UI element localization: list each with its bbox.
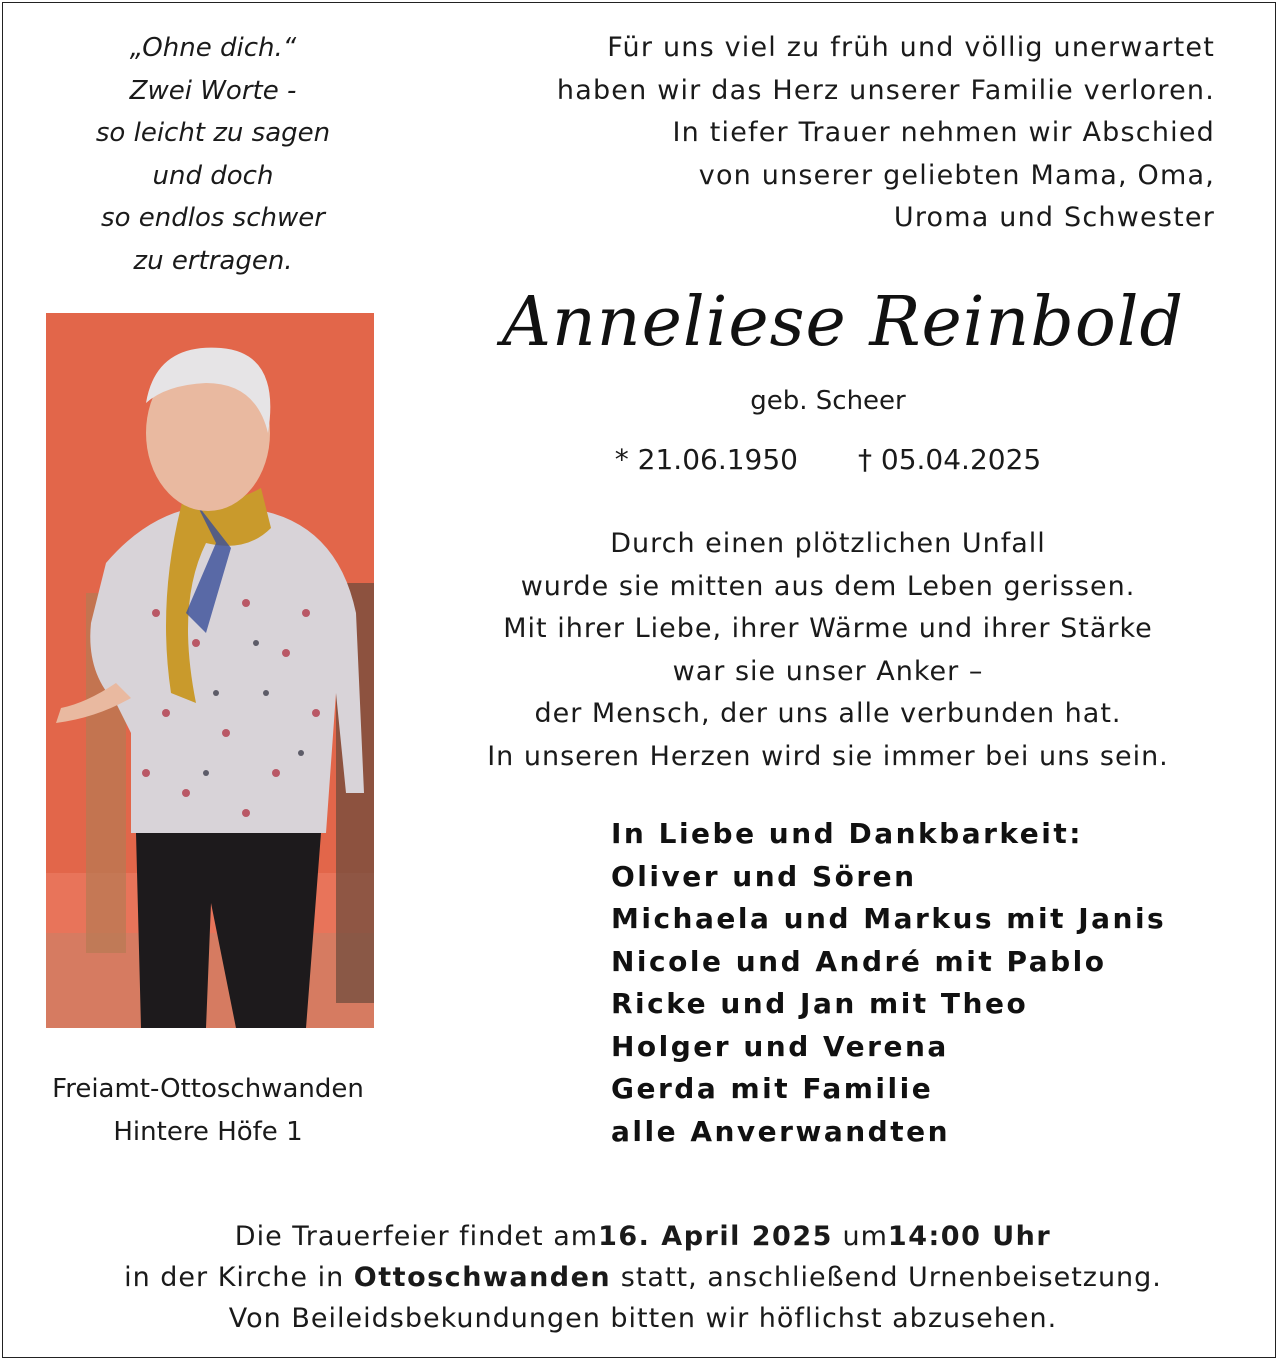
intro-line: In tiefer Trauer nehmen wir Abschied <box>672 117 1215 148</box>
memorial-line: wurde sie mitten aus dem Leben gerissen. <box>520 570 1136 602</box>
obituary-frame <box>2 2 1276 1358</box>
quote-block <box>43 27 383 282</box>
mourner: Nicole und André mit Pablo <box>611 944 1107 978</box>
intro-line: von unserer geliebten Mama, Oma, <box>698 159 1215 191</box>
mourner: Gerda mit Familie <box>611 1072 934 1105</box>
address-town: Freiamt-Ottoschwanden <box>52 1074 364 1104</box>
funeral-text: in der Kirche in <box>124 1262 345 1293</box>
quote-line: so leicht zu sagen <box>95 118 331 148</box>
mourner: Michaela und Markus mit Janis <box>611 902 1167 935</box>
funeral-date: 16. April 2025 <box>598 1221 833 1252</box>
memorial-line: war sie unser Anker – <box>672 655 984 687</box>
quote-line: so endlos schwer <box>101 203 325 233</box>
funeral-line-1 <box>43 1216 1243 1257</box>
birth-date: * 21.06.1950 <box>614 443 798 476</box>
quote-line: „Ohne dich.“ <box>129 33 297 63</box>
funeral-line-3: Von Beileidsbekundungen bitten wir höflichst abzusehen. <box>228 1303 1058 1334</box>
portrait-photo <box>46 313 374 1028</box>
intro-text <box>455 27 1215 240</box>
mourner: Ricke und Jan mit Theo <box>611 987 1029 1020</box>
funeral-text: Die Trauerfeier findet am <box>234 1221 599 1252</box>
memorial-line: der Mensch, der uns alle verbunden hat. <box>534 698 1122 729</box>
intro-line: haben wir das Herz unserer Familie verloren. <box>556 74 1215 106</box>
quote-line: Zwei Worte - <box>129 75 297 106</box>
mourner: Oliver und Sören <box>611 859 917 893</box>
mourners-heading: In Liebe und Dankbarkeit: <box>611 817 1083 850</box>
mourner: Holger und Verena <box>611 1029 949 1063</box>
deceased-name: Anneliese Reinbold <box>501 283 1185 362</box>
address-street: Hintere Höfe 1 <box>113 1117 303 1147</box>
death-date: † 05.04.2025 <box>858 443 1042 476</box>
funeral-notice <box>43 1216 1243 1339</box>
memorial-line: In unseren Herzen wird sie immer bei uns sein. <box>487 740 1169 772</box>
funeral-text: um <box>842 1221 888 1252</box>
intro-line: Für uns viel zu früh und völlig unerwartet <box>607 32 1215 63</box>
mourners-list <box>611 813 1251 1153</box>
funeral-text: statt, anschließend Urnenbeisetzung. <box>620 1262 1162 1293</box>
memorial-text <box>433 523 1223 778</box>
address-block <box>33 1068 383 1154</box>
birth-name: geb. Scheer <box>750 386 906 416</box>
quote-line: zu ertragen. <box>133 245 293 276</box>
funeral-time: 14:00 Uhr <box>887 1221 1052 1252</box>
life-dates <box>433 443 1223 476</box>
funeral-place: Ottoschwanden <box>353 1262 612 1293</box>
funeral-line-2 <box>43 1257 1243 1298</box>
intro-line: Uroma und Schwester <box>893 202 1215 233</box>
memorial-line: Durch einen plötzlichen Unfall <box>610 528 1046 559</box>
mourner: alle Anverwandten <box>611 1114 951 1148</box>
quote-line: und doch <box>152 160 274 191</box>
memorial-line: Mit ihrer Liebe, ihrer Wärme und ihrer Stärke <box>503 613 1153 644</box>
